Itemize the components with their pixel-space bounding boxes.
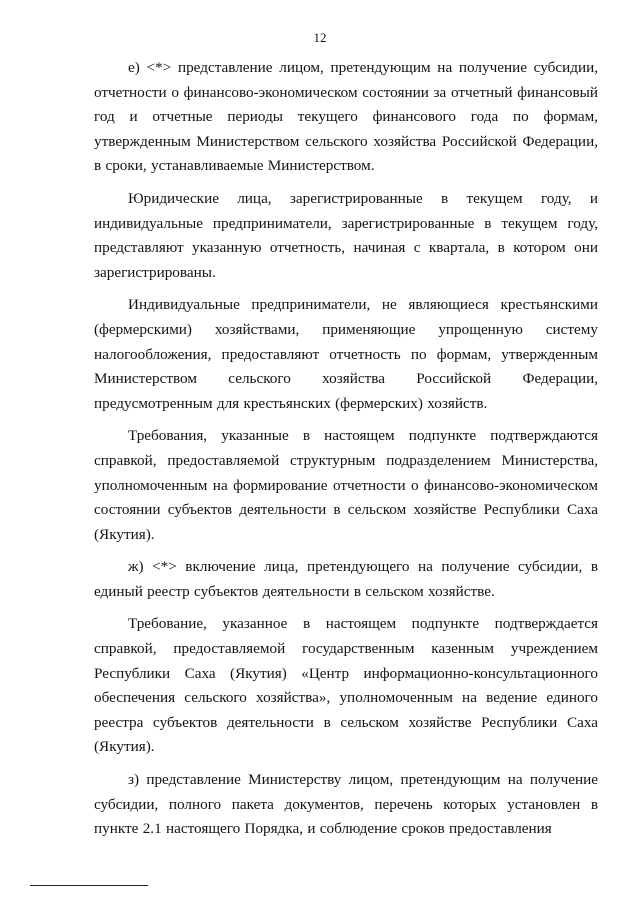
paragraph-subitem-zh: ж) <*> включение лица, претендующего на получение субсидии, в единый реестр субъектов деятельности в сельском хозяйстве. bbox=[94, 558, 598, 600]
paragraph-subitem-z: з) представление Министерству лицом, претендующим на получение субсидии, полного пакета документов, перечень которых установлен в пункте 2.1 настоящего Порядка, и соблюдение сроков предоставления bbox=[94, 771, 598, 838]
paragraph-individual-entrepreneurs: Индивидуальные предприниматели, не являющиеся крестьянскими (фермерскими) хозяйствами, применяющие упрощенную систему налогообложения, предоставляют отчетность по формам, утвержденным Министерством сельского хозяйства Российской Федерации, предусмотренным для крестьянских (фермерских) хозяйств. bbox=[94, 296, 598, 412]
paragraph-new-registrants: Юридические лица, зарегистрированные в текущем году, и индивидуальные предприниматели, зарегистрированные в текущем году, представляют указанную отчетность, начиная с квартала, в котором они зарегистрированы. bbox=[94, 189, 598, 281]
paragraph-requirements-confirmation: Требования, указанные в настоящем подпункте подтверждаются справкой, предоставляемой структурным подразделением Министерства, уполномоченным на формирование отчетности о финансово-экономическом состоянии субъектов деятельности в сельском хозяйстве Республики Саха (Якутия). bbox=[94, 427, 598, 543]
paragraph-registry-confirmation: Требование, указанное в настоящем подпункте подтверждается справкой, предоставляемой государственным казенным учреждением Республики Саха (Якутия) «Центр информационно-консультационного обеспечения сельского хозяйства», уполномоченным на ведение единого реестра субъектов деятельности в сельском хозяйстве Республики Саха (Якутия). bbox=[94, 615, 598, 756]
document-body bbox=[94, 56, 598, 850]
paragraph-subitem-e: е) <*> представление лицом, претендующим на получение субсидии, отчетности о финансово-экономическом состоянии за отчетный финансовый год и отчетные периоды текущего финансового года по формам, утвержденным Министерством сельского хозяйства Российской Федерации, в сроки, устанавливаемые Министерством. bbox=[94, 59, 598, 175]
footnote-separator bbox=[30, 885, 148, 886]
page-number: 12 bbox=[313, 30, 327, 45]
